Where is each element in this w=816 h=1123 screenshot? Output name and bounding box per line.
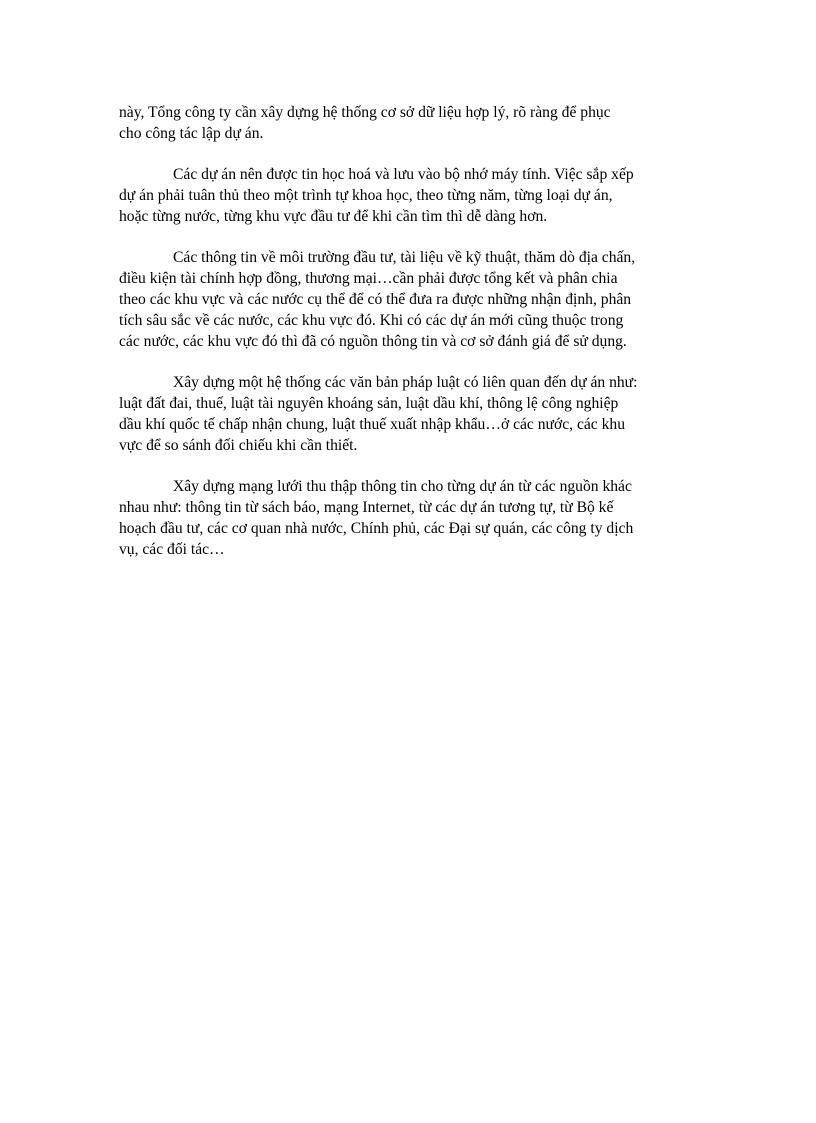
paragraph-line: Các dự án nên được tin học hoá và lưu vào bộ nhớ máy tính. Việc sắp xếp xyxy=(173,166,634,183)
paragraph-line: hoạch đầu tư, các cơ quan nhà nước, Chính phủ, các Đại sự quán, các công ty dịch xyxy=(119,520,634,537)
paragraph-line: cho công tác lập dự án. xyxy=(119,125,264,142)
document-body xyxy=(119,102,699,580)
paragraph-line: dầu khí quốc tế chấp nhận chung, luật thuế xuất nhập khẩu…ở các nước, các khu xyxy=(119,416,626,433)
paragraph-line: vực để so sánh đối chiếu khi cần thiết. xyxy=(119,437,358,454)
paragraph-5 xyxy=(119,476,699,560)
paragraph-line: dự án phải tuân thủ theo một trình tự khoa học, theo từng năm, từng loại dự án, xyxy=(119,187,613,204)
paragraph-line: này, Tổng công ty cần xây dựng hệ thống cơ sở dữ liệu hợp lý, rõ ràng để phục xyxy=(119,104,611,121)
paragraph-3 xyxy=(119,247,699,352)
paragraph-line: hoặc từng nước, từng khu vực đầu tư để khi cần tìm thì dễ dàng hơn. xyxy=(119,208,548,225)
paragraph-4 xyxy=(119,372,699,456)
paragraph-line: điều kiện tài chính hợp đồng, thương mại…cần phải được tổng kết và phân chia xyxy=(119,270,618,287)
paragraph-2 xyxy=(119,164,699,227)
paragraph-line: theo các khu vực và các nước cụ thể để có thể đưa ra được những nhận định, phân xyxy=(119,291,632,308)
paragraph-line: tích sâu sắc về các nước, các khu vực đó. Khi có các dự án mới cũng thuộc trong xyxy=(119,312,624,329)
paragraph-line: Xây dựng mạng lưới thu thập thông tin cho từng dự án từ các nguồn khác xyxy=(173,478,632,495)
paragraph-line: Các thông tin về môi trường đầu tư, tài liệu về kỹ thuật, thăm dò địa chấn, xyxy=(173,249,636,266)
paragraph-line: Xây dựng một hệ thống các văn bản pháp luật có liên quan đến dự án như: xyxy=(173,374,638,391)
paragraph-line: các nước, các khu vực đó thì đã có nguồn thông tin và cơ sở đánh giá để sử dụng. xyxy=(119,333,627,350)
paragraph-line: nhau như: thông tin từ sách báo, mạng Internet, từ các dự án tương tự, từ Bộ kế xyxy=(119,499,614,516)
paragraph-line: vụ, các đối tác… xyxy=(119,541,225,558)
paragraph-line: luật đất đai, thuế, luật tài nguyên khoáng sản, luật dầu khí, thông lệ công nghiệp xyxy=(119,395,619,412)
paragraph-1 xyxy=(119,102,699,144)
